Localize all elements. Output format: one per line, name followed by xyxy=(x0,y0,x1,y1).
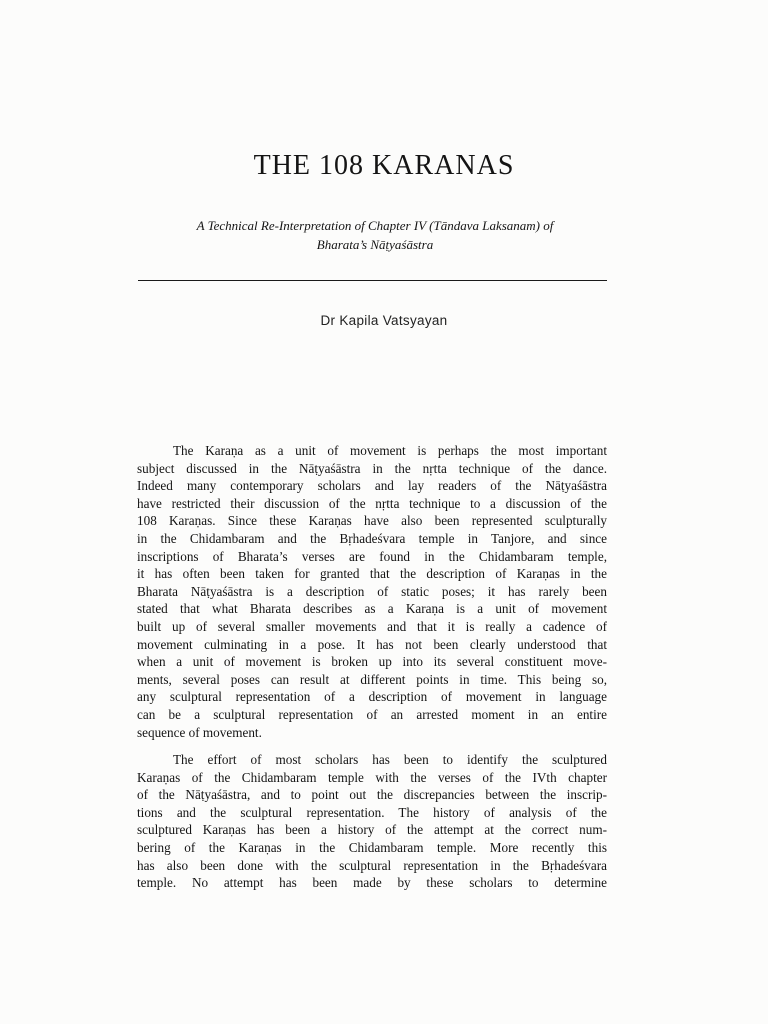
text-line: subject discussed in the Nāṭyaśāstra in the nṛtta technique of the dance. xyxy=(137,460,607,476)
text-line: ments, several poses can result at different points in time. This being so, xyxy=(137,671,607,687)
text-line: movement culminating in a pose. It has not been clearly understood that xyxy=(137,636,607,652)
subtitle-line: A Technical Re-Interpretation of Chapter IV (Tāndava Laksanam) of xyxy=(196,218,554,233)
text-line: Indeed many contemporary scholars and lay readers of the Nāṭyaśāstra xyxy=(137,478,607,494)
text-line: built up of several smaller movements and that it is really a cadence of xyxy=(137,618,607,634)
paragraph-2 xyxy=(137,751,607,892)
text-line: The Karaṇa as a unit of movement is perhaps the most important xyxy=(173,443,607,458)
text-line: temple. No attempt has been made by these scholars to determine xyxy=(137,875,607,891)
text-line: sequence of movement. xyxy=(137,724,262,740)
text-line: when a unit of movement is broken up into its several constituent move- xyxy=(137,654,607,670)
body-text xyxy=(137,442,607,892)
paragraph-1 xyxy=(137,442,607,741)
author-name: Dr Kapila Vatsyayan xyxy=(320,313,448,328)
text-line: it has often been taken for granted that the description of Karaṇas in the xyxy=(137,566,607,582)
text-line: Karaṇas of the Chidambaram temple with the verses of the IVth chapter xyxy=(137,769,607,785)
text-line: The effort of most scholars has been to identify the sculptured xyxy=(173,752,607,768)
text-line: have restricted their discussion of the nṛtta technique to a discussion of the xyxy=(137,495,607,511)
text-line: sculptured Karaṇas has been a history of the attempt at the correct num- xyxy=(137,822,607,838)
text-line: Bharata Nāṭyaśāstra is a description of static poses; it has rarely been xyxy=(137,583,607,599)
text-line: inscriptions of Bharata’s verses are found in the Chidambaram temple, xyxy=(137,548,607,564)
text-line: stated that what Bharata describes as a Karaṇa is a unit of movement xyxy=(137,601,607,617)
text-line: can be a sculptural representation of an arrested moment in an entire xyxy=(137,706,607,722)
text-line: tions and the sculptural representation. The history of analysis of the xyxy=(137,804,607,820)
text-line: bering of the Karaṇas in the Chidambaram temple. More recently this xyxy=(137,840,607,856)
article-subtitle xyxy=(150,216,600,254)
text-line: 108 Karaṇas. Since these Karaṇas have also been represented sculpturally xyxy=(137,513,607,529)
subtitle-line: Bharata’s Nāṭyaśāstra xyxy=(316,237,434,252)
article-title: THE 108 KARANAS xyxy=(253,150,515,181)
text-line: has also been done with the sculptural representation in the Bṛhadeśvara xyxy=(137,857,607,873)
text-line: any sculptural representation of a description of movement in language xyxy=(137,689,607,705)
horizontal-rule xyxy=(138,280,607,281)
text-line: of the Nāṭyaśāstra, and to point out the discrepancies between the inscrip- xyxy=(137,787,607,803)
text-line: in the Chidambaram and the Bṛhadeśvara temple in Tanjore, and since xyxy=(137,530,607,546)
